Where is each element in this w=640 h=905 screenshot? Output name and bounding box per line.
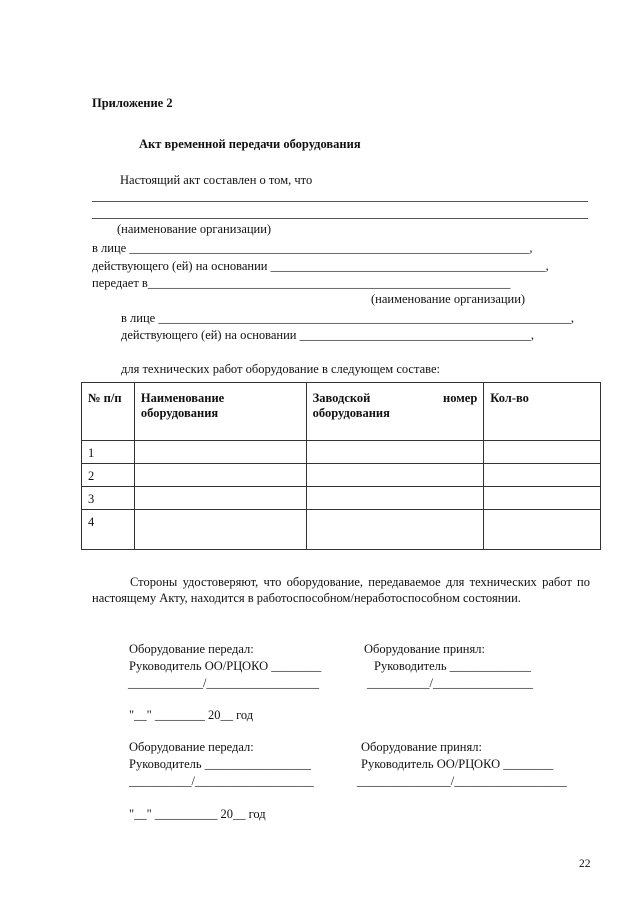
- block2-left-signature: __________/___________________: [129, 774, 314, 788]
- block1-right-title: Оборудование принял:: [364, 642, 485, 656]
- intro-text: Настоящий акт составлен о том, что: [120, 173, 313, 187]
- header-name: Наименование оборудования: [134, 383, 306, 441]
- header-number: № п/п: [82, 383, 135, 441]
- table-cell[interactable]: [306, 441, 484, 464]
- page-number: 22: [579, 858, 591, 870]
- table-cell[interactable]: [484, 464, 601, 487]
- block2-date: "__" __________ 20__ год: [129, 807, 266, 821]
- table-header-row: [82, 383, 601, 441]
- table-cell[interactable]: [484, 441, 601, 464]
- table-row: [82, 487, 601, 510]
- block2-left-title: Оборудование передал:: [129, 740, 254, 754]
- composition-line: для технических работ оборудование в следующем составе:: [121, 362, 440, 376]
- org-caption-2: (наименование организации): [371, 292, 526, 306]
- block2-right-signature: _______________/__________________: [357, 774, 567, 788]
- table-cell[interactable]: [306, 487, 484, 510]
- block2-right-role: Руководитель ОО/РЦОКО ________: [361, 757, 554, 771]
- table-row: [82, 441, 601, 464]
- table-cell[interactable]: [484, 510, 601, 550]
- row-number: 4: [82, 510, 135, 550]
- table-cell[interactable]: [134, 464, 306, 487]
- row-number: 2: [82, 464, 135, 487]
- basis-line-1: действующего (ей) на основании ____________________________________________,: [92, 259, 549, 273]
- table-cell[interactable]: [134, 487, 306, 510]
- table-cell[interactable]: [306, 464, 484, 487]
- basis-line-2: действующего (ей) на основании _____________________________________,: [121, 328, 534, 342]
- table-cell[interactable]: [134, 510, 306, 550]
- blank-line-2: [92, 218, 588, 219]
- row-number: 3: [82, 487, 135, 510]
- table-cell[interactable]: [484, 487, 601, 510]
- block2-right-title: Оборудование принял:: [361, 740, 482, 754]
- block1-right-role: Руководитель _____________: [374, 659, 531, 673]
- header-serial: Заводской номер оборудования: [306, 383, 484, 441]
- appendix-title: Приложение 2: [92, 96, 173, 110]
- table-row: [82, 510, 601, 550]
- org-caption-1: (наименование организации): [117, 222, 272, 236]
- transfers-to-line: передает в__________________________________________________________: [92, 276, 511, 290]
- blank-line-1: [92, 201, 588, 202]
- representative-line-1: в лице ________________________________________________________________,: [92, 241, 533, 255]
- block2-left-role: Руководитель _________________: [129, 757, 311, 771]
- table-row: [82, 464, 601, 487]
- row-number: 1: [82, 441, 135, 464]
- act-title: Акт временной передачи оборудования: [139, 137, 361, 151]
- header-quantity: Кол-во: [484, 383, 601, 441]
- table-cell[interactable]: [134, 441, 306, 464]
- block1-left-title: Оборудование передал:: [129, 642, 254, 656]
- equipment-table: [81, 382, 601, 550]
- confirmation-paragraph: Стороны удостоверяют, что оборудование, передаваемое для технических работ по настоящему Акту, находится в работоспособном/неработоспособном состоянии.: [92, 575, 590, 605]
- block1-right-signature: __________/________________: [367, 676, 533, 690]
- representative-line-2: в лице __________________________________________________________________,: [121, 311, 574, 325]
- block1-left-role: Руководитель ОО/РЦОКО ________: [129, 659, 322, 673]
- block1-date: "__" ________ 20__ год: [129, 708, 254, 722]
- block1-left-signature: ____________/__________________: [128, 676, 319, 690]
- table-cell[interactable]: [306, 510, 484, 550]
